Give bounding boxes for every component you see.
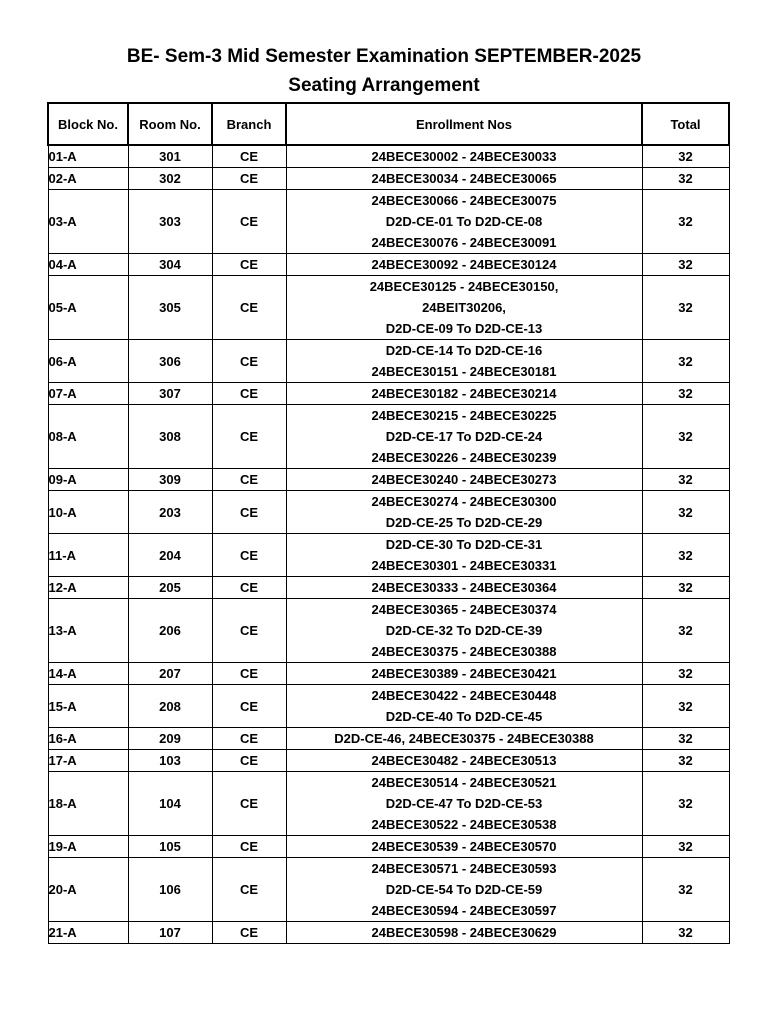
room-no-cell: 205: [128, 577, 212, 599]
enrollment-line: 24BECE30594 - 24BECE30597: [371, 903, 557, 918]
enrollment-cell: [286, 145, 642, 168]
enrollment-cell: [286, 491, 642, 534]
seating-table: [47, 102, 730, 944]
room-no-cell: 104: [128, 772, 212, 836]
enrollment-line: 24BECE30092 - 24BECE30124: [371, 257, 557, 272]
enrollment-line: D2D-CE-54 To D2D-CE-59: [385, 882, 543, 897]
room-no-cell: 305: [128, 276, 212, 340]
branch-cell: CE: [212, 491, 286, 534]
enrollment-line: 24BECE30375 - 24BECE30388: [371, 644, 557, 659]
room-no-cell: 302: [128, 168, 212, 190]
table-row: [48, 340, 729, 383]
room-no-cell: 206: [128, 599, 212, 663]
branch-cell: CE: [212, 663, 286, 685]
total-cell: 32: [642, 750, 729, 772]
branch-cell: CE: [212, 254, 286, 276]
enrollment-line: D2D-CE-01 To D2D-CE-08: [385, 214, 543, 229]
branch-cell: CE: [212, 836, 286, 858]
table-row: [48, 922, 729, 944]
document-subtitle: Seating Arrangement: [288, 75, 480, 96]
room-no-cell: 107: [128, 922, 212, 944]
enrollment-cell: [286, 858, 642, 922]
total-cell: 32: [642, 728, 729, 750]
enrollment-line: 24BEIT30206,: [422, 300, 506, 315]
room-no-cell: 207: [128, 663, 212, 685]
table-row: [48, 190, 729, 254]
block-no-cell: 09-A: [48, 469, 128, 491]
room-no-cell: 306: [128, 340, 212, 383]
branch-cell: CE: [212, 340, 286, 383]
room-no-cell: 307: [128, 383, 212, 405]
enrollment-line: D2D-CE-25 To D2D-CE-29: [385, 515, 543, 530]
total-cell: 32: [642, 491, 729, 534]
enrollment-line: 24BECE30365 - 24BECE30374: [371, 602, 557, 617]
enrollment-line: 24BECE30002 - 24BECE30033: [371, 149, 557, 164]
table-body: [48, 145, 729, 944]
block-no-cell: 19-A: [48, 836, 128, 858]
total-cell: 32: [642, 383, 729, 405]
enrollment-cell: [286, 405, 642, 469]
enrollment-cell: [286, 168, 642, 190]
enrollment-line: 24BECE30034 - 24BECE30065: [371, 171, 557, 186]
enrollment-cell: [286, 534, 642, 577]
enrollment-cell: [286, 599, 642, 663]
total-cell: 32: [642, 599, 729, 663]
block-no-cell: 04-A: [48, 254, 128, 276]
enrollment-line: 24BECE30422 - 24BECE30448: [371, 688, 557, 703]
branch-cell: CE: [212, 728, 286, 750]
total-cell: 32: [642, 685, 729, 728]
table-row: [48, 491, 729, 534]
branch-cell: CE: [212, 922, 286, 944]
block-no-cell: 08-A: [48, 405, 128, 469]
enrollment-cell: [286, 728, 642, 750]
total-cell: 32: [642, 858, 729, 922]
total-cell: 32: [642, 168, 729, 190]
enrollment-cell: [286, 922, 642, 944]
table-row: [48, 750, 729, 772]
enrollment-line: D2D-CE-46, 24BECE30375 - 24BECE30388: [334, 731, 594, 746]
header-enrollment-nos: Enrollment Nos: [286, 103, 642, 145]
total-cell: 32: [642, 534, 729, 577]
total-cell: 32: [642, 340, 729, 383]
total-cell: 32: [642, 405, 729, 469]
room-no-cell: 105: [128, 836, 212, 858]
enrollment-line: 24BECE30571 - 24BECE30593: [371, 861, 557, 876]
enrollment-cell: [286, 254, 642, 276]
block-no-cell: 14-A: [48, 663, 128, 685]
header-total: Total: [642, 103, 729, 145]
enrollment-line: 24BECE30389 - 24BECE30421: [371, 666, 557, 681]
enrollment-line: 24BECE30333 - 24BECE30364: [371, 580, 557, 595]
branch-cell: CE: [212, 168, 286, 190]
total-cell: 32: [642, 145, 729, 168]
table-row: [48, 469, 729, 491]
branch-cell: CE: [212, 599, 286, 663]
enrollment-line: 24BECE30539 - 24BECE30570: [371, 839, 557, 854]
block-no-cell: 03-A: [48, 190, 128, 254]
total-cell: 32: [642, 663, 729, 685]
total-cell: 32: [642, 922, 729, 944]
room-no-cell: 204: [128, 534, 212, 577]
table-row: [48, 836, 729, 858]
room-no-cell: 106: [128, 858, 212, 922]
enrollment-line: D2D-CE-17 To D2D-CE-24: [385, 429, 543, 444]
block-no-cell: 16-A: [48, 728, 128, 750]
table-row: [48, 685, 729, 728]
table-row: [48, 168, 729, 190]
enrollment-line: 24BECE30274 - 24BECE30300: [371, 494, 557, 509]
block-no-cell: 06-A: [48, 340, 128, 383]
enrollment-line: 24BECE30598 - 24BECE30629: [371, 925, 557, 940]
room-no-cell: 309: [128, 469, 212, 491]
table-header-row: [48, 103, 729, 145]
branch-cell: CE: [212, 858, 286, 922]
enrollment-line: 24BECE30226 - 24BECE30239: [371, 450, 557, 465]
table-row: [48, 599, 729, 663]
enrollment-line: 24BECE30482 - 24BECE30513: [371, 753, 557, 768]
enrollment-cell: [286, 663, 642, 685]
enrollment-cell: [286, 190, 642, 254]
branch-cell: CE: [212, 534, 286, 577]
enrollment-cell: [286, 836, 642, 858]
total-cell: 32: [642, 836, 729, 858]
branch-cell: CE: [212, 276, 286, 340]
enrollment-line: 24BECE30522 - 24BECE30538: [371, 817, 557, 832]
enrollment-cell: [286, 772, 642, 836]
table-row: [48, 383, 729, 405]
block-no-cell: 21-A: [48, 922, 128, 944]
block-no-cell: 12-A: [48, 577, 128, 599]
enrollment-line: D2D-CE-30 To D2D-CE-31: [385, 537, 543, 552]
room-no-cell: 301: [128, 145, 212, 168]
block-no-cell: 10-A: [48, 491, 128, 534]
enrollment-line: D2D-CE-40 To D2D-CE-45: [385, 709, 543, 724]
enrollment-line: D2D-CE-32 To D2D-CE-39: [385, 623, 543, 638]
total-cell: 32: [642, 772, 729, 836]
enrollment-line: 24BECE30066 - 24BECE30075: [371, 193, 557, 208]
enrollment-line: D2D-CE-47 To D2D-CE-53: [385, 796, 543, 811]
table-row: [48, 276, 729, 340]
total-cell: 32: [642, 190, 729, 254]
table-row: [48, 254, 729, 276]
block-no-cell: 05-A: [48, 276, 128, 340]
branch-cell: CE: [212, 145, 286, 168]
table-row: [48, 772, 729, 836]
enrollment-cell: [286, 685, 642, 728]
table-row: [48, 577, 729, 599]
total-cell: 32: [642, 276, 729, 340]
room-no-cell: 304: [128, 254, 212, 276]
total-cell: 32: [642, 577, 729, 599]
table-row: [48, 534, 729, 577]
block-no-cell: 13-A: [48, 599, 128, 663]
document-title: BE- Sem-3 Mid Semester Examination SEPTEMBER-2025: [126, 46, 642, 67]
branch-cell: CE: [212, 772, 286, 836]
branch-cell: CE: [212, 190, 286, 254]
enrollment-cell: [286, 383, 642, 405]
enrollment-line: 24BECE30240 - 24BECE30273: [371, 472, 557, 487]
block-no-cell: 11-A: [48, 534, 128, 577]
branch-cell: CE: [212, 685, 286, 728]
enrollment-cell: [286, 750, 642, 772]
enrollment-cell: [286, 469, 642, 491]
block-no-cell: 18-A: [48, 772, 128, 836]
room-no-cell: 209: [128, 728, 212, 750]
enrollment-line: D2D-CE-09 To D2D-CE-13: [385, 321, 543, 336]
table-row: [48, 858, 729, 922]
block-no-cell: 17-A: [48, 750, 128, 772]
branch-cell: CE: [212, 577, 286, 599]
table-row: [48, 663, 729, 685]
enrollment-line: 24BECE30215 - 24BECE30225: [371, 408, 557, 423]
branch-cell: CE: [212, 383, 286, 405]
room-no-cell: 203: [128, 491, 212, 534]
enrollment-cell: [286, 340, 642, 383]
block-no-cell: 15-A: [48, 685, 128, 728]
enrollment-line: 24BECE30301 - 24BECE30331: [371, 558, 557, 573]
enrollment-line: 24BECE30125 - 24BECE30150,: [369, 279, 559, 294]
block-no-cell: 20-A: [48, 858, 128, 922]
enrollment-line: 24BECE30151 - 24BECE30181: [371, 364, 557, 379]
enrollment-line: D2D-CE-14 To D2D-CE-16: [385, 343, 543, 358]
enrollment-line: 24BECE30514 - 24BECE30521: [371, 775, 557, 790]
enrollment-cell: [286, 577, 642, 599]
header-branch: Branch: [212, 103, 286, 145]
total-cell: 32: [642, 254, 729, 276]
table-row: [48, 405, 729, 469]
enrollment-line: 24BECE30182 - 24BECE30214: [371, 386, 557, 401]
room-no-cell: 103: [128, 750, 212, 772]
enrollment-cell: [286, 276, 642, 340]
room-no-cell: 303: [128, 190, 212, 254]
total-cell: 32: [642, 469, 729, 491]
branch-cell: CE: [212, 469, 286, 491]
header-room-no: Room No.: [128, 103, 212, 145]
block-no-cell: 01-A: [48, 145, 128, 168]
block-no-cell: 07-A: [48, 383, 128, 405]
block-no-cell: 02-A: [48, 168, 128, 190]
header-block-no: Block No.: [48, 103, 128, 145]
table-row: [48, 145, 729, 168]
room-no-cell: 208: [128, 685, 212, 728]
branch-cell: CE: [212, 405, 286, 469]
enrollment-line: 24BECE30076 - 24BECE30091: [371, 235, 557, 250]
room-no-cell: 308: [128, 405, 212, 469]
branch-cell: CE: [212, 750, 286, 772]
table-row: [48, 728, 729, 750]
